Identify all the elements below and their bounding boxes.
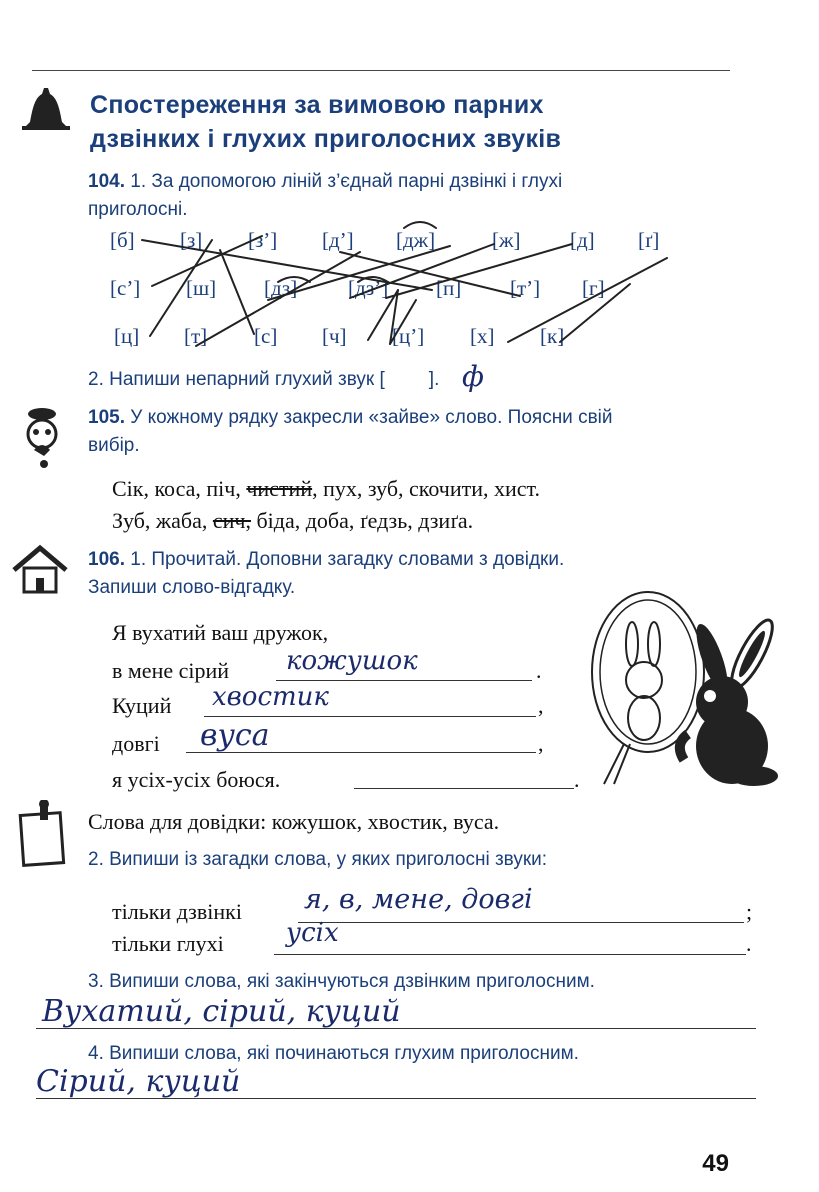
sound: [б]: [110, 228, 135, 252]
reference-words: Слова для довідки: кожушок, хвостик, вуса.: [88, 809, 500, 834]
puzzle-character-icon: [14, 404, 74, 470]
rabbit-mirror-illustration: [584, 584, 806, 790]
sound: [д’]: [322, 228, 354, 252]
voiced-label: тільки дзвінкі: [112, 899, 242, 924]
connecting-lines: [0, 0, 819, 400]
sound: [с’]: [110, 276, 141, 300]
sound: [т’]: [510, 276, 541, 300]
sound: [с]: [254, 324, 278, 348]
sound: [г]: [582, 276, 605, 300]
section-title: Спостереження за вимовою парних дзвінких і глухих приголосних звуків: [90, 91, 562, 153]
sound: [п]: [436, 276, 462, 300]
exercise-105-text: 105. У кожному рядку закресли «зайве» слово. Поясни свій вибір.: [88, 407, 613, 456]
voiceless-label: тільки глухі: [112, 931, 224, 956]
sound: [дж]: [396, 228, 436, 252]
sound: [дз’]: [348, 276, 389, 300]
sound: [ц’]: [392, 324, 425, 348]
handwritten-answer: Вухатий, сірий, куций: [42, 994, 401, 1029]
exercise-104-text: 104. 1. За допомогою ліній з’єднай парні дзвінкі і глухі приголосні.: [88, 171, 563, 220]
riddle-line-5: я усіх-усіх боюся.: [112, 767, 281, 792]
riddle-line-2: в мене сірий: [112, 658, 230, 683]
riddle-line-4: довгі: [112, 731, 160, 756]
exercise-number: 104.: [88, 171, 125, 192]
note-pin-icon: [14, 800, 70, 870]
sound: [дз]: [264, 276, 298, 300]
sound: [ґ]: [638, 228, 660, 252]
sound: [з’]: [248, 228, 278, 252]
page-number: 49: [702, 1150, 729, 1177]
exercise-106-task3: 3. Випиши слова, які закінчуються дзвінким приголосним.: [88, 971, 595, 992]
struck-word: сич,: [212, 508, 251, 533]
sound: [ц]: [114, 324, 140, 348]
riddle-line-3: Куций: [112, 693, 172, 718]
exercise-106-task4: 4. Випиши слова, які починаються глухим приголосним.: [88, 1043, 579, 1064]
sound: [к]: [540, 324, 565, 348]
sound: [ж]: [492, 228, 521, 252]
handwritten-answer: я, в, мене, довгі: [304, 884, 533, 915]
sound: [х]: [470, 324, 495, 348]
riddle-line-1: Я вухатий ваш дружок,: [112, 620, 329, 645]
sound: [ш]: [186, 276, 217, 300]
sound: [д]: [570, 228, 595, 252]
sound: [з]: [180, 228, 203, 252]
sound: [т]: [184, 324, 208, 348]
handwritten-answer: Сірий, куций: [36, 1064, 241, 1099]
handwritten-answer: хвостик: [212, 682, 329, 712]
exercise-105-line-1: Сік, коса, піч, чистий, пух, зуб, скочити, хист.: [112, 476, 541, 501]
handwritten-answer: вуса: [200, 718, 270, 753]
exercise-104-task2: 2. Напиши непарний глухий звук [ ].: [88, 369, 440, 390]
handwritten-answer: усіх: [286, 918, 339, 948]
handwritten-answer: кожушок: [286, 646, 418, 676]
struck-word: чистий: [246, 476, 313, 501]
house-icon: [10, 544, 70, 596]
sound: [ч]: [322, 324, 347, 348]
exercise-106-task2: 2. Випиши із загадки слова, у яких приголосні звуки:: [88, 849, 548, 870]
exercise-105-line-2: Зуб, жаба, сич, біда, доба, ґедзь, дзиґа.: [112, 508, 474, 533]
handwritten-answer: ф: [462, 360, 484, 393]
exercise-106-text: 106. 1. Прочитай. Доповни загадку словами з довідки. Запиши слово-відгадку.: [88, 549, 565, 598]
